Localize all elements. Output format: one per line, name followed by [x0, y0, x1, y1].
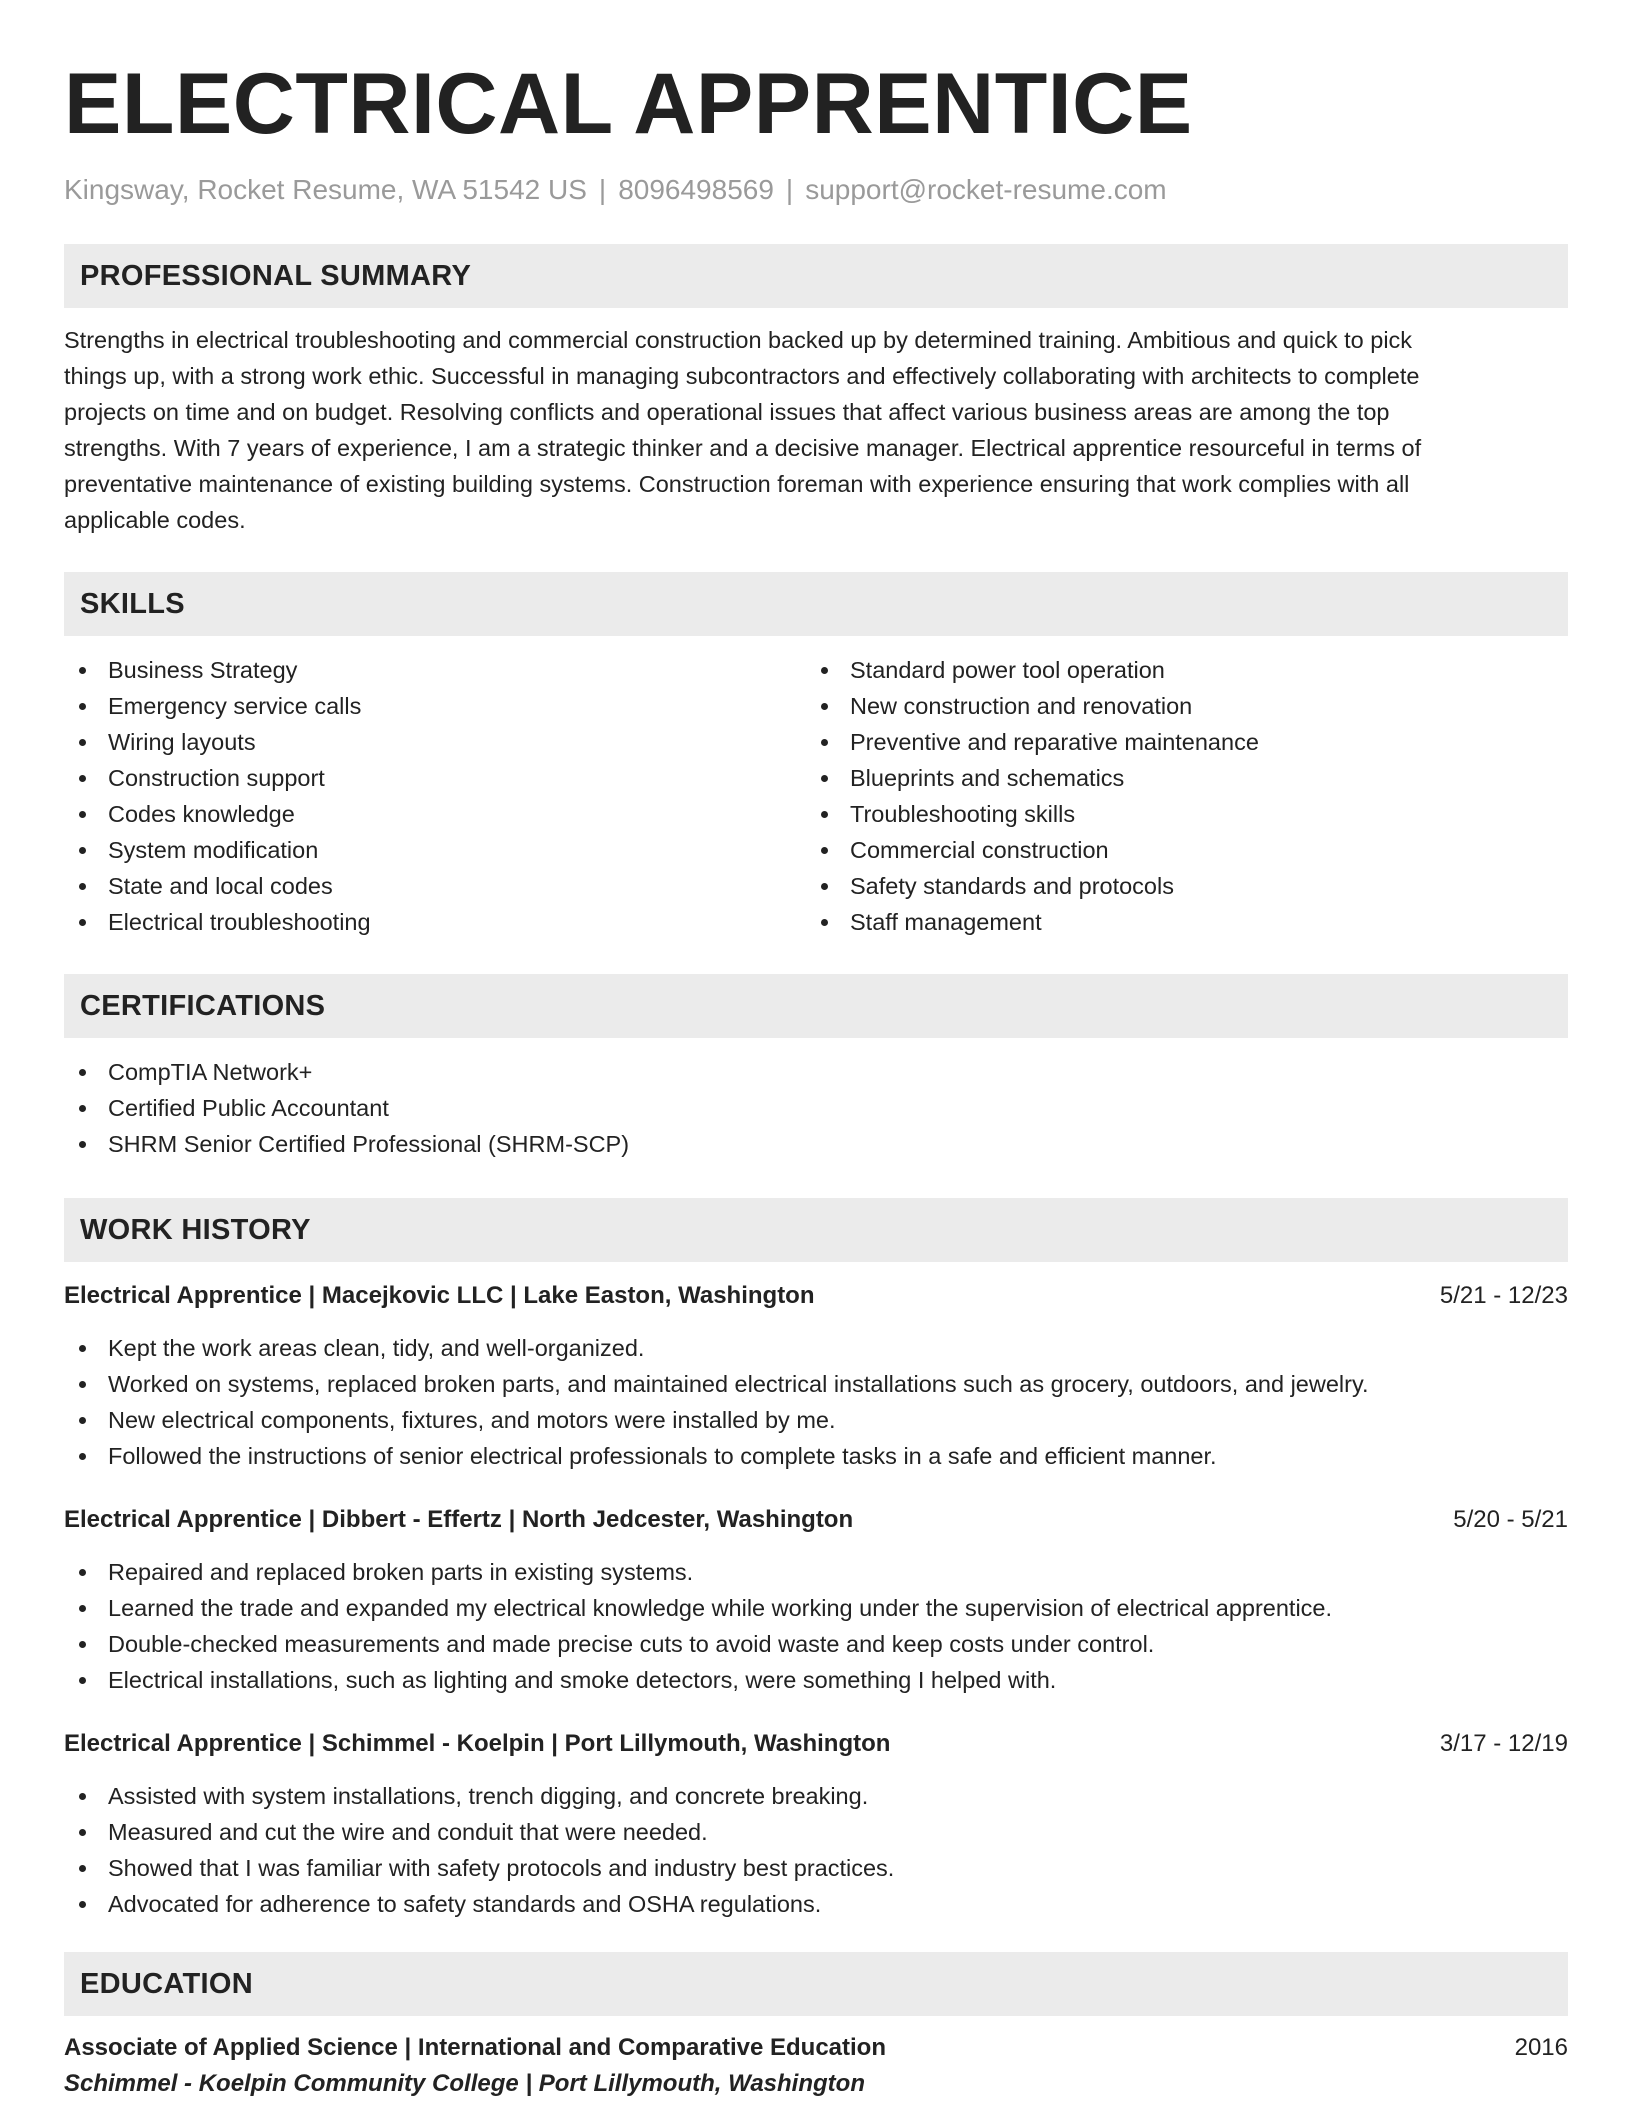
job-bullet: Double-checked measurements and made precise cuts to avoid waste and keep costs under control.	[64, 1626, 1568, 1662]
summary-line: projects on time and on budget. Resolving conflicts and operational issues that affect various business areas are among the top	[64, 399, 1390, 425]
job-bullet: Electrical installations, such as lighting and smoke detectors, were something I helped with.	[64, 1662, 1568, 1698]
skills-columns	[64, 652, 1568, 940]
skill-item: Blueprints and schematics	[806, 760, 1548, 796]
education-entry	[64, 2030, 1568, 2102]
job-dates: 3/17 - 12/19	[1439, 1730, 1568, 1757]
contact-separator: |	[785, 174, 794, 205]
skill-item: New construction and renovation	[806, 688, 1548, 724]
certification-item: CompTIA Network+	[64, 1054, 1568, 1090]
job-entry	[64, 1278, 1568, 1474]
job-bullets	[64, 1554, 1568, 1698]
job-bullet: Learned the trade and expanded my electrical knowledge while working under the supervision of electrical apprentice.	[64, 1590, 1568, 1626]
summary-heading: PROFESSIONAL SUMMARY	[64, 244, 1568, 308]
job-title: Electrical Apprentice | Macejkovic LLC | Lake Easton, Washington	[64, 1282, 815, 1309]
job-entry	[64, 1502, 1568, 1698]
skill-item: Electrical troubleshooting	[64, 904, 806, 940]
skill-item: Staff management	[806, 904, 1548, 940]
summary-line: applicable codes.	[64, 507, 246, 533]
skill-item: Commercial construction	[806, 832, 1548, 868]
job-header	[64, 1278, 1568, 1314]
job-bullets	[64, 1330, 1568, 1474]
skill-item: Safety standards and protocols	[806, 868, 1548, 904]
job-bullet: Followed the instructions of senior electrical professionals to complete tasks in a safe and efficient manner.	[64, 1438, 1568, 1474]
job-title: Electrical Apprentice | Schimmel - Koelpin | Port Lillymouth, Washington	[64, 1730, 891, 1757]
summary-line: things up, with a strong work ethic. Successful in managing subcontractors and effectively collaborating with architects to complete	[64, 363, 1420, 389]
education-school: Schimmel - Koelpin Community College | Port Lillymouth, Washington	[64, 2070, 865, 2097]
job-dates: 5/21 - 12/23	[1439, 1282, 1568, 1309]
skill-item: Emergency service calls	[64, 688, 806, 724]
job-header	[64, 1726, 1568, 1762]
summary-text	[64, 322, 1568, 538]
job-bullets	[64, 1778, 1568, 1922]
contact-phone: 8096498569	[618, 174, 774, 205]
skill-item: Codes knowledge	[64, 796, 806, 832]
certifications-list	[64, 1054, 1568, 1162]
job-entry	[64, 1726, 1568, 1922]
education-header	[64, 2030, 1568, 2066]
skill-item: State and local codes	[64, 868, 806, 904]
skill-item: Troubleshooting skills	[806, 796, 1548, 832]
job-bullet: Assisted with system installations, trench digging, and concrete breaking.	[64, 1778, 1568, 1814]
job-bullet: New electrical components, fixtures, and motors were installed by me.	[64, 1402, 1568, 1438]
job-bullet: Repaired and replaced broken parts in existing systems.	[64, 1554, 1568, 1590]
summary-line: Strengths in electrical troubleshooting and commercial construction backed up by determined training. Ambitious and quick to pick	[64, 327, 1413, 353]
job-bullet: Measured and cut the wire and conduit that were needed.	[64, 1814, 1568, 1850]
contact-separator: |	[598, 174, 607, 205]
skills-left-list	[64, 652, 806, 940]
resume-name: ELECTRICAL APPRENTICE	[64, 56, 1193, 152]
skills-right-list	[806, 652, 1548, 940]
certifications-heading: CERTIFICATIONS	[64, 974, 1568, 1038]
contact-address: Kingsway, Rocket Resume, WA 51542 US	[64, 174, 587, 205]
certification-item: SHRM Senior Certified Professional (SHRM-SCP)	[64, 1126, 1568, 1162]
skill-item: Standard power tool operation	[806, 652, 1548, 688]
skills-heading: SKILLS	[64, 572, 1568, 636]
job-bullet: Showed that I was familiar with safety protocols and industry best practices.	[64, 1850, 1568, 1886]
job-bullet: Kept the work areas clean, tidy, and well-organized.	[64, 1330, 1568, 1366]
summary-line: preventative maintenance of existing building systems. Construction foreman with experience ensuring that work complies with all	[64, 471, 1410, 497]
job-title: Electrical Apprentice | Dibbert - Effertz | North Jedcester, Washington	[64, 1506, 854, 1533]
contact-line	[64, 172, 1568, 208]
job-bullet: Worked on systems, replaced broken parts, and maintained electrical installations such as grocery, outdoors, and jewelry.	[64, 1366, 1568, 1402]
skill-item: Business Strategy	[64, 652, 806, 688]
education-heading: EDUCATION	[64, 1952, 1568, 2016]
job-bullet: Advocated for adherence to safety standards and OSHA regulations.	[64, 1886, 1568, 1922]
skill-item: Preventive and reparative maintenance	[806, 724, 1548, 760]
skill-item: Construction support	[64, 760, 806, 796]
certification-item: Certified Public Accountant	[64, 1090, 1568, 1126]
education-degree: Associate of Applied Science | International and Comparative Education	[64, 2034, 886, 2061]
job-header	[64, 1502, 1568, 1538]
education-year: 2016	[1514, 2034, 1568, 2061]
contact-email: support@rocket-resume.com	[805, 174, 1167, 205]
skill-item: System modification	[64, 832, 806, 868]
skill-item: Wiring layouts	[64, 724, 806, 760]
job-dates: 5/20 - 5/21	[1453, 1506, 1568, 1533]
summary-line: strengths. With 7 years of experience, I am a strategic thinker and a decisive manager. Electrical apprentice resourceful in terms of	[64, 435, 1422, 461]
work-heading: WORK HISTORY	[64, 1198, 1568, 1262]
